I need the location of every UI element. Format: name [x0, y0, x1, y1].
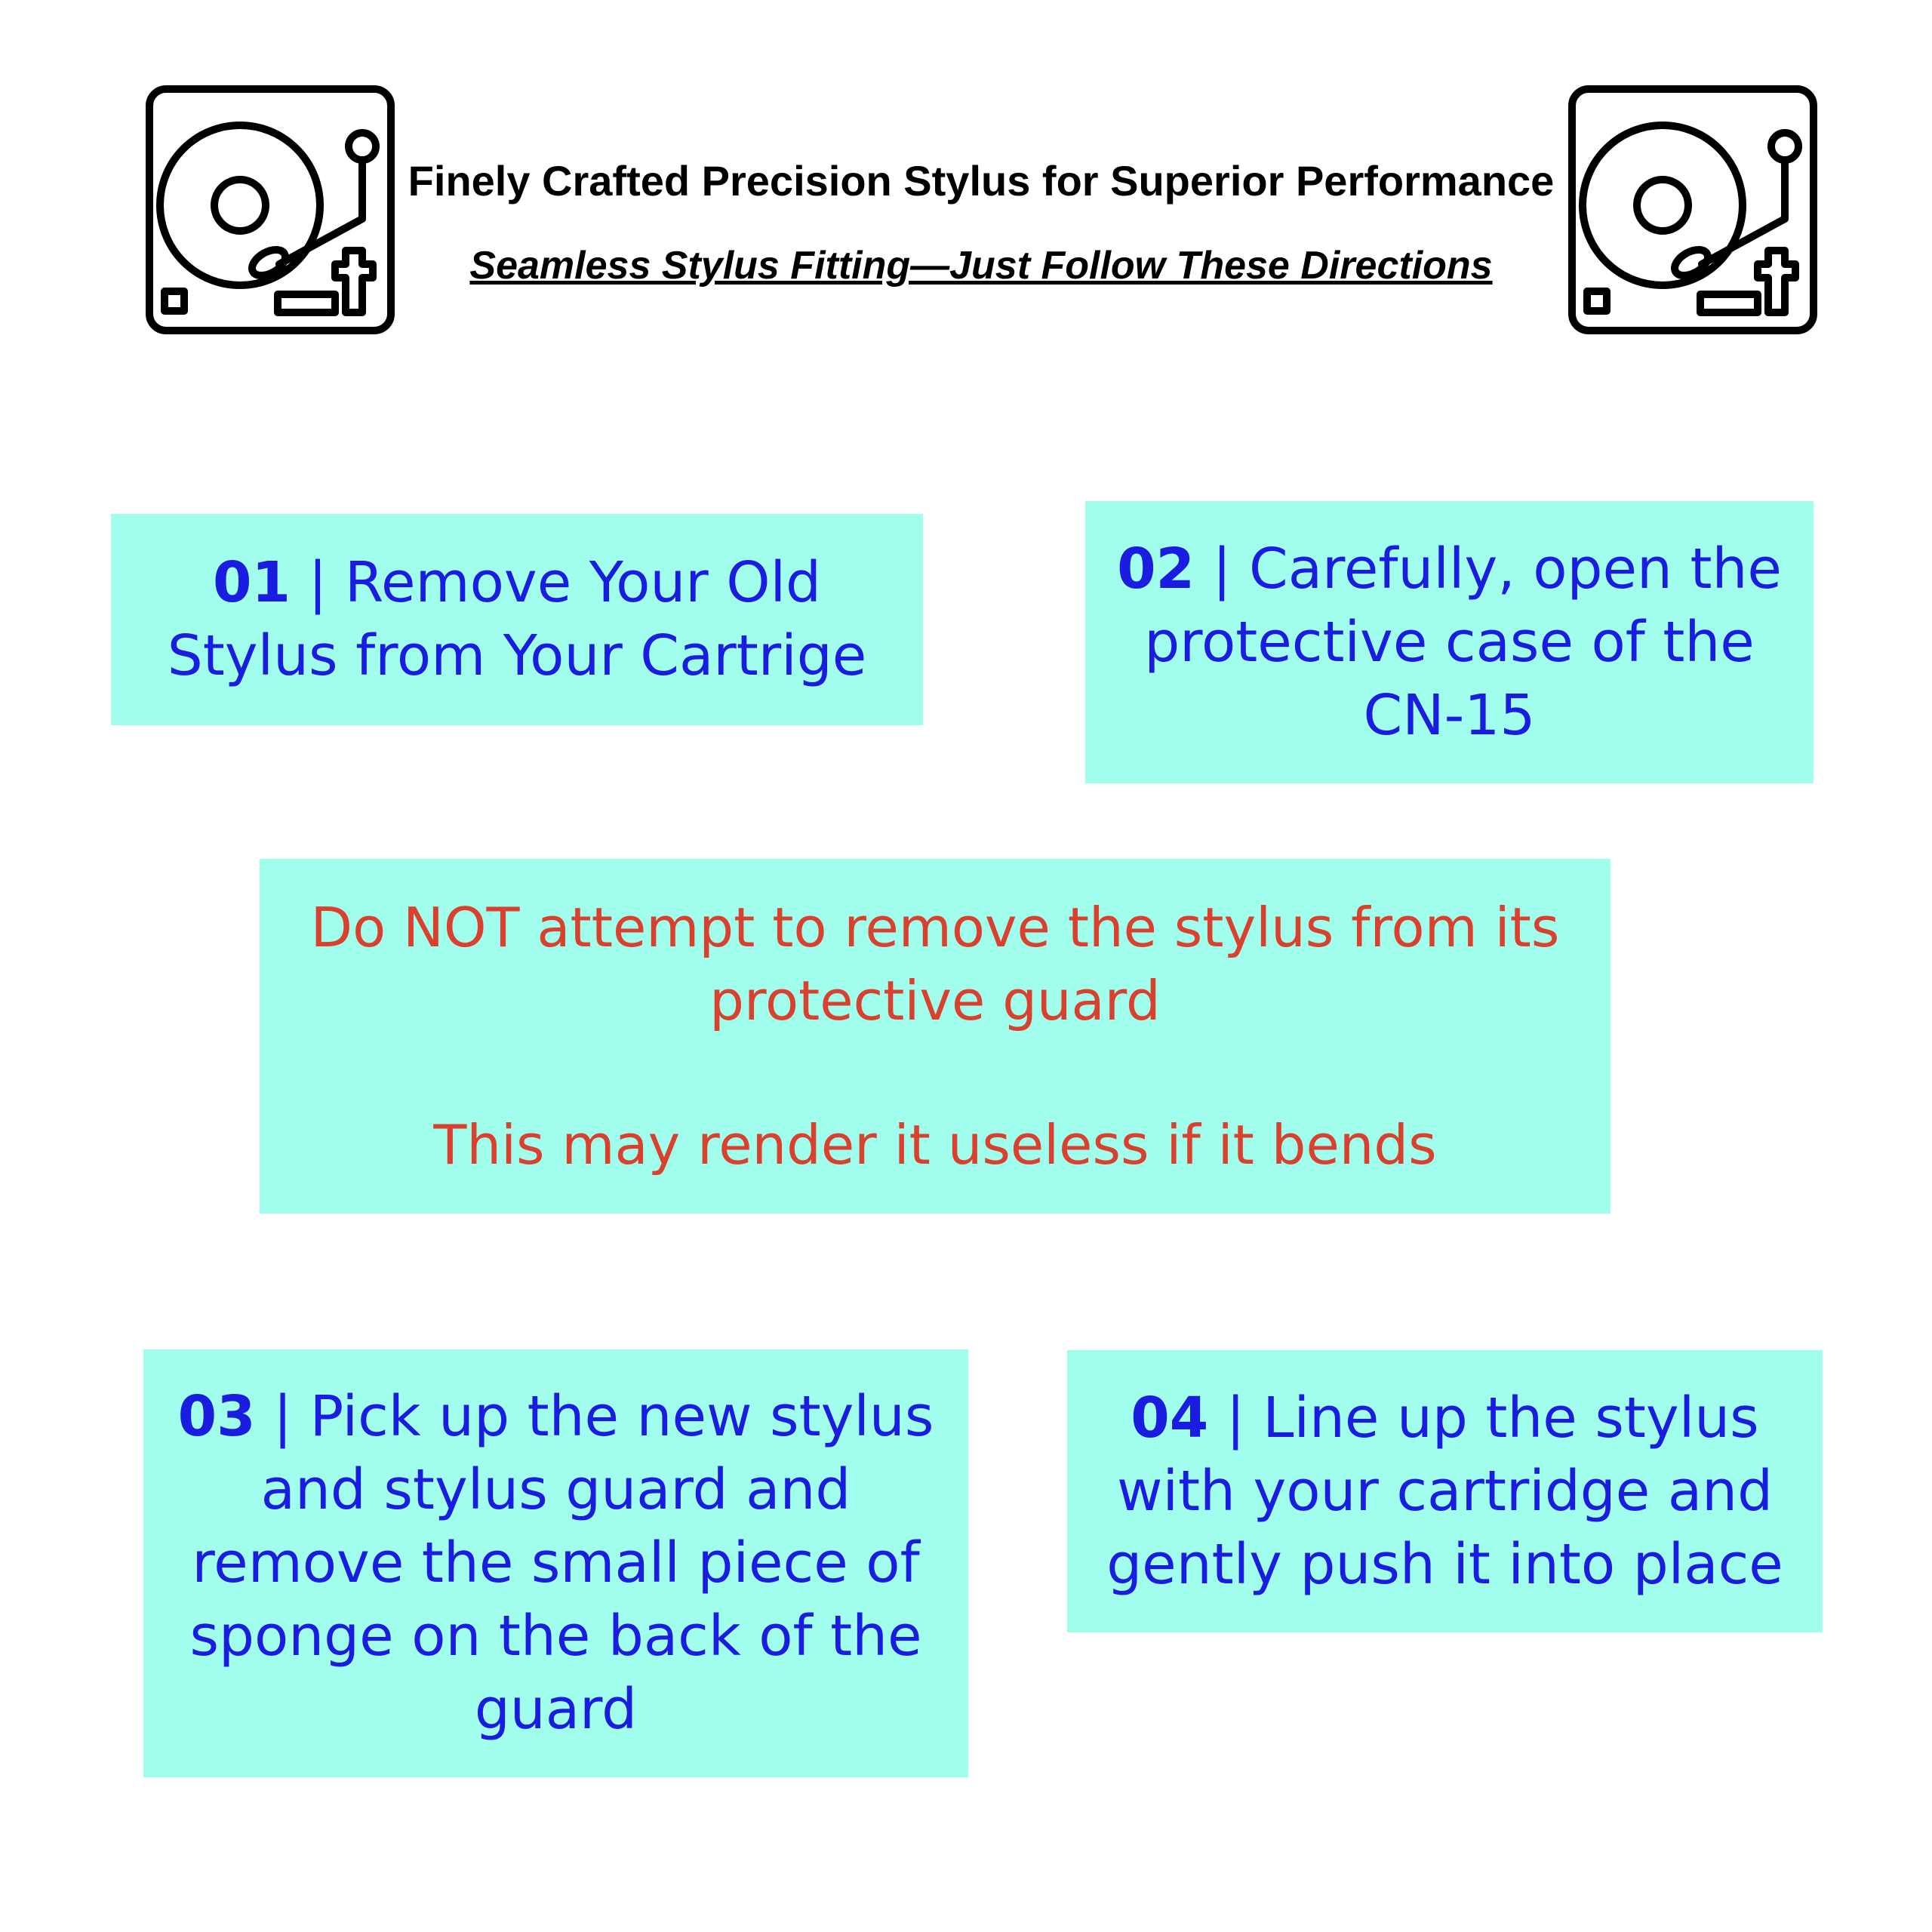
- step-card-01: [111, 514, 923, 725]
- warning-text: Do NOT attempt to remove the stylus from its protective guard: [310, 895, 1560, 1032]
- step-text: [1115, 533, 1783, 752]
- step-text: [141, 546, 893, 693]
- step-number: 03: [177, 1384, 256, 1449]
- step-card-04: [1067, 1350, 1823, 1632]
- step-separator: |: [1195, 536, 1250, 601]
- page-subtitle: Seamless Stylus Fitting—Just Follow These Directions: [469, 244, 1493, 288]
- step-number: 01: [212, 550, 291, 615]
- page-title: Finely Crafted Precision Stylus for Superior Performance: [408, 157, 1555, 205]
- step-description: Pick up the new stylus and stylus guard and remove the small piece of sponge on the back of the guard: [189, 1384, 934, 1742]
- step-number: 02: [1117, 536, 1195, 601]
- warning-text: This may render it useless if it bends: [433, 1112, 1437, 1177]
- step-text: [174, 1380, 938, 1746]
- step-card-02: [1085, 501, 1814, 783]
- step-number: 04: [1131, 1385, 1209, 1451]
- step-description: Line up the stylus with your cartridge and gently push it into place: [1106, 1385, 1783, 1597]
- step-text: [1097, 1382, 1792, 1601]
- turntable-icon: [143, 83, 397, 337]
- step-card-03: [143, 1349, 968, 1777]
- warning-card: [260, 859, 1611, 1214]
- step-description: Remove Your Old Stylus from Your Cartrige: [167, 550, 867, 688]
- step-separator: |: [1208, 1385, 1263, 1451]
- step-separator: |: [290, 550, 345, 615]
- turntable-icon: [1566, 83, 1820, 337]
- step-separator: |: [255, 1384, 310, 1449]
- step-description: Carefully, open the protective case of the CN-15: [1144, 536, 1782, 748]
